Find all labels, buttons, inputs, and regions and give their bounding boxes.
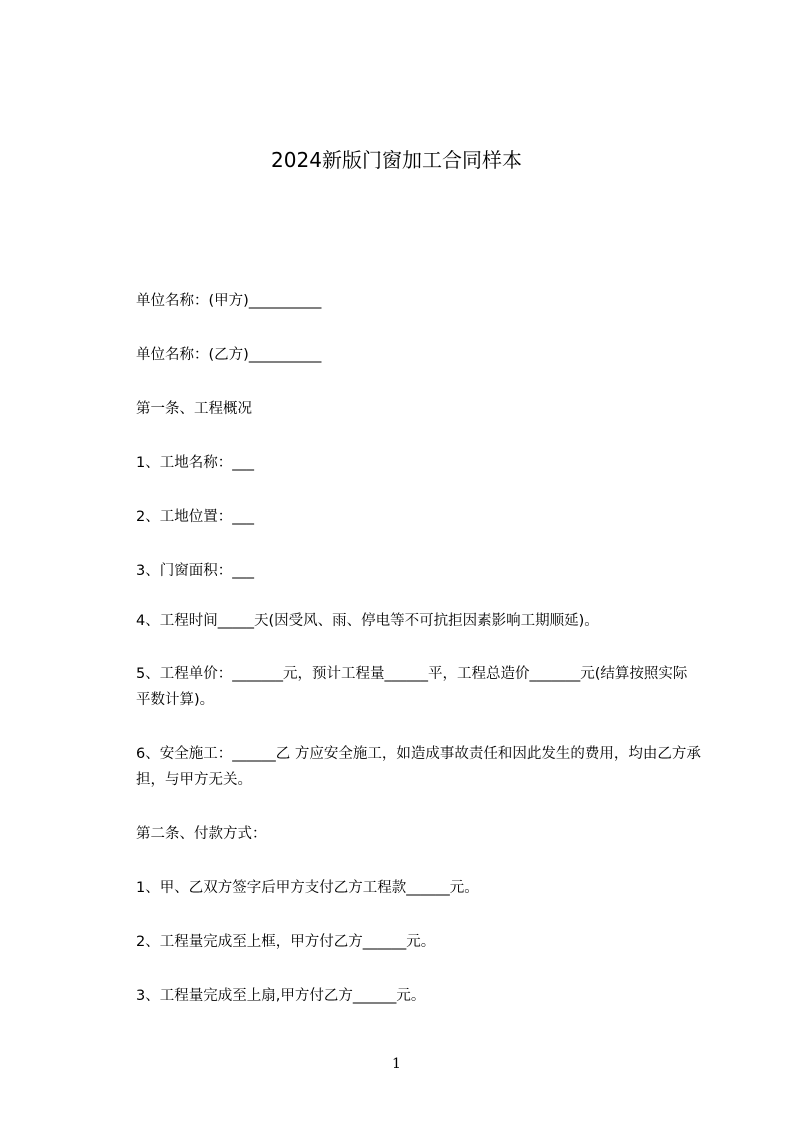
- document-title: 2024新版门窗加工合同样本: [271, 148, 522, 172]
- clause-item: 2、工地位置：___: [136, 509, 254, 525]
- section-heading: 第二条、付款方式：: [136, 826, 267, 842]
- clause-item: 2、工程量完成至上框，甲方付乙方______元。: [136, 934, 436, 950]
- clause-item: 1、工地名称：___: [136, 455, 254, 471]
- page-number: 1: [392, 1056, 401, 1072]
- party-b-line: 单位名称：(乙方)__________: [136, 347, 322, 363]
- party-a-line: 单位名称：(甲方)__________: [136, 293, 322, 309]
- clause-item: 5、工程单价：_______元，预计工程量______平，工程总造价_______元(结算按照实际平数计算)。: [136, 666, 688, 708]
- clause-item: 3、门窗面积：___: [136, 563, 254, 579]
- clause-item: 1、甲、乙双方签字后甲方支付乙方工程款______元。: [136, 880, 479, 896]
- section-heading: 第一条、工程概况: [136, 401, 252, 417]
- clause-item: 4、工程时间_____天(因受风、雨、停电等不可抗拒因素影响工期顺延)。: [136, 613, 599, 629]
- clause-item: 6、安全施工：______乙 方应安全施工，如造成事故责任和因此发生的费用，均由乙方承担，与甲方无关。: [136, 746, 701, 788]
- clause-item: 3、工程量完成至上扇,甲方付乙方______元。: [136, 988, 426, 1004]
